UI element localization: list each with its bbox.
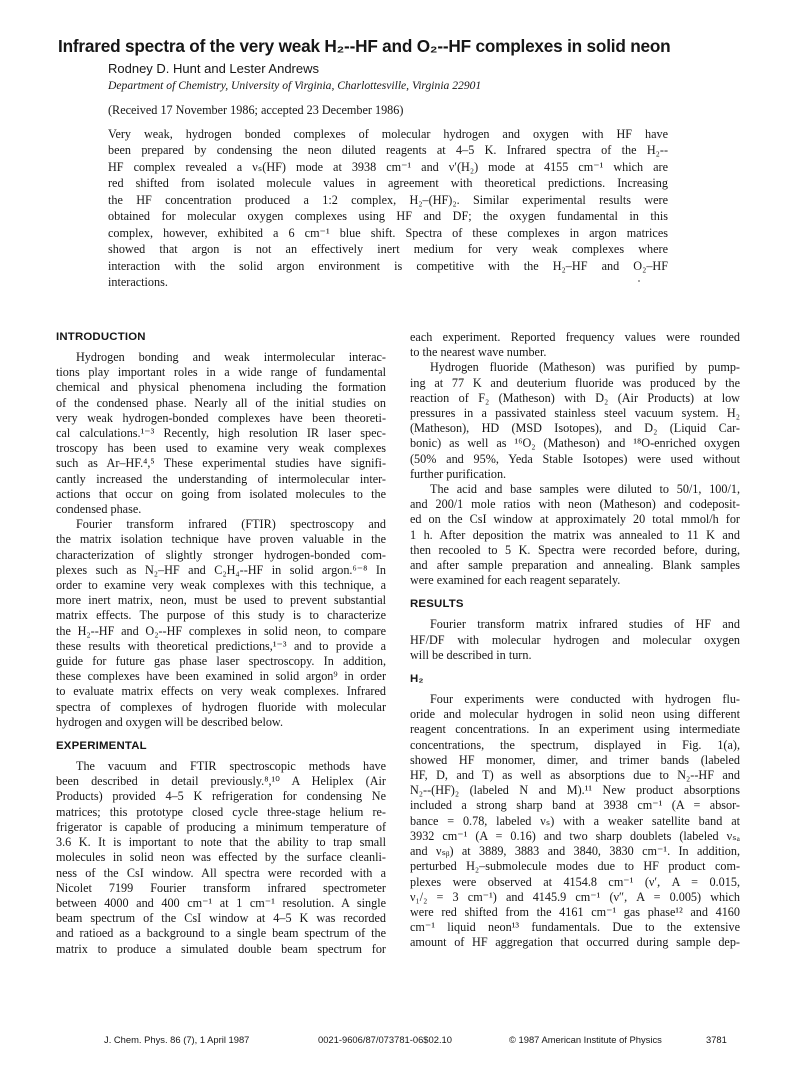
text-line: reaction of F₂ (Matheson) with D₂ (Air Products) at low bbox=[410, 390, 740, 405]
section-heading-introduction: INTRODUCTION bbox=[56, 331, 146, 343]
text-line: bance = 0.78, labeled νₛ) with a weaker satellite band at bbox=[410, 813, 740, 828]
text-line: of the condensed phase. Nearly all of the initial studies on bbox=[56, 395, 386, 410]
text-line: bonic) as well as ¹⁶O₂ (Matheson) and ¹⁸O-enriched oxygen bbox=[410, 436, 740, 451]
text-line: were examined for each reagent separately. bbox=[410, 573, 621, 588]
footer-journal: J. Chem. Phys. 86 (7), 1 April 1987 bbox=[104, 1034, 250, 1045]
text-line: pressures in a passivated stainless steel vacuum system. H₂ bbox=[410, 406, 740, 421]
text-line: troscopy has been used to examine very weak complexes bbox=[56, 441, 386, 456]
text-line: showed HF monomer, dimer, and trimer bands (labeled bbox=[410, 752, 740, 767]
text-line: beam spectrum of the CsI window at 4–5 K was recorded bbox=[56, 911, 386, 926]
text-line: and after sample preparation and annealing. Blank samples bbox=[410, 558, 740, 573]
abstract bbox=[108, 126, 668, 291]
text-line: chemical and physical phenomena including the formation bbox=[56, 380, 386, 395]
experimental-text bbox=[56, 759, 386, 957]
text-line: further purification. bbox=[410, 466, 507, 481]
text-line: matrix effects. The purpose of this study is to characterize bbox=[56, 608, 386, 623]
footer-page-number: 3781 bbox=[706, 1034, 727, 1045]
author-list: Rodney D. Hunt and Lester Andrews bbox=[108, 61, 320, 76]
text-line: order to examine very weak complexes with this technique, a bbox=[56, 578, 386, 593]
text-line: showed that argon is not an effectively inert medium for very weak complexes where bbox=[108, 242, 668, 257]
text-line: condensed phase. bbox=[56, 502, 142, 517]
text-line: ν₁/₂ = 3 cm⁻¹) and 4145.9 cm⁻¹ (ν″, A = 0.005) which bbox=[410, 889, 740, 904]
results-text bbox=[410, 617, 740, 663]
text-line: cal calculations.¹⁻³ Recently, high resolution IR laser spec- bbox=[56, 426, 386, 441]
text-line: concentrations, the spectrum, displayed in Fig. 1(a), bbox=[410, 737, 740, 752]
text-line: then recooled to 5 K. Spectra were recorded before, during, bbox=[410, 542, 740, 557]
text-line: each experiment. Reported frequency values were rounded bbox=[410, 330, 740, 344]
text-line: Hydrogen fluoride (Matheson) was purified by pump- bbox=[430, 360, 740, 375]
text-line: 1 h. After deposition the matrix was annealed to 11 K and bbox=[410, 527, 740, 542]
text-line: the matrix isolation technique have proven valuable in the bbox=[56, 532, 386, 547]
footer-copyright: © 1987 American Institute of Physics bbox=[509, 1034, 662, 1045]
received-dates: (Received 17 November 1986; accepted 23 December 1986) bbox=[108, 103, 404, 117]
text-line: matrix to produce a simulated double beam spectrum for bbox=[56, 941, 386, 956]
text-line: ness of the CsI window. All spectra were recorded with a bbox=[56, 865, 386, 880]
text-line: Hydrogen bonding and weak intermolecular interac- bbox=[76, 350, 386, 364]
text-line: and ratioed as a background to a single beam spectrum of the bbox=[56, 926, 386, 941]
speck-mark bbox=[638, 280, 640, 282]
text-line: cm⁻¹ liquid neon¹³ fundamentals. Due to the extensive bbox=[410, 920, 740, 935]
text-line: to evaluate matrix effects on very weak complexes. Infrared bbox=[56, 684, 386, 699]
text-line: ing at 77 K and deuterium fluoride was produced by the bbox=[410, 375, 740, 390]
text-line: HF, D, and T) as well as absorptions due to N₂--HF and bbox=[410, 768, 740, 783]
text-line: Fourier transform infrared (FTIR) spectroscopy and bbox=[76, 517, 386, 532]
text-line: very weak hydrogen-bonded complexes have been theoreti- bbox=[56, 410, 386, 425]
text-line: (50% and 95%, Yeda Stable Isotopes) were used without bbox=[410, 451, 740, 466]
text-line: and 200/1 mole ratios with neon (Matheson) and codeposit- bbox=[410, 497, 740, 512]
text-line: been prepared by condensing the neon diluted reagents at 4–5 K. Infrared spectra of the H₂-- bbox=[108, 143, 668, 158]
affiliation: Department of Chemistry, University of Virginia, Charlottesville, Virginia 22901 bbox=[108, 79, 482, 92]
text-line: tions play important roles in a wide range of fundamental bbox=[56, 365, 386, 380]
text-line: complex, however, exhibited a 6 cm⁻¹ blue shift. Spectra of these complexes in argon matrices bbox=[108, 225, 668, 240]
text-line: plexes such as N₂–HF and C₂H₄--HF in solid argon.⁶⁻⁸ In bbox=[56, 562, 386, 577]
text-line: Four experiments were conducted with hydrogen flu- bbox=[430, 692, 740, 707]
section-heading-experimental: EXPERIMENTAL bbox=[56, 740, 147, 753]
text-line: molecules in solid neon was effected by the surface cleanli- bbox=[56, 850, 386, 865]
experimental-continued-text bbox=[410, 330, 740, 588]
text-line: HF/DF with molecular hydrogen and molecular oxygen bbox=[410, 632, 740, 647]
text-line: more inert matrix, neon, must be used to prevent substantial bbox=[56, 593, 386, 608]
text-line: red shifted from isolated molecule values in agreement with theoretical predictions. Increasing bbox=[108, 176, 668, 191]
text-line: cantly increased the understanding of intermolecular inter- bbox=[56, 471, 386, 486]
text-line: Products) provided 4–5 K refrigeration for condensing Ne bbox=[56, 789, 386, 804]
subsection-heading-h2: H₂ bbox=[410, 673, 424, 686]
text-line: hydrogen and oxygen will be described below. bbox=[56, 714, 283, 729]
text-line: oride and molecular hydrogen in solid neon using different bbox=[410, 707, 740, 722]
text-line: interaction with the solid argon environment is competitive with the H₂–HF and O₂–HF bbox=[108, 258, 668, 273]
text-line: these complexes have been examined in solid argon⁹ in order bbox=[56, 669, 386, 684]
article-title: Infrared spectra of the very weak H₂--HF and O₂--HF complexes in solid neon bbox=[58, 36, 671, 56]
text-line: such as Ar–HF.⁴,⁵ These experimental studies have signifi- bbox=[56, 456, 386, 471]
text-line: the HF concentration produced a 1:2 complex, H₂–(HF)₂. Similar experimental results were bbox=[108, 192, 668, 207]
text-line: were red shifted from the 4161 cm⁻¹ gas phase¹² and 4160 bbox=[410, 904, 740, 919]
text-line: guide for future gas phase laser spectroscopy. In addition, bbox=[56, 654, 386, 669]
text-line: included a strong sharp band at 3938 cm⁻¹ (A = absor- bbox=[410, 798, 740, 813]
text-line: actions that occur on going from isolated molecules to the bbox=[56, 486, 386, 501]
text-line: amount of HF aggregation that occurred during sample dep- bbox=[410, 935, 740, 950]
h2-results-text bbox=[410, 692, 740, 950]
text-line: frigerator is capable of producing a minimum temperature of bbox=[56, 819, 386, 834]
text-line: and νₛᵦ) at 3889, 3883 and 3840, 3830 cm⁻¹. In addition, bbox=[410, 844, 740, 859]
text-line: 3.6 K. It is important to note that the ability to trap small bbox=[56, 835, 386, 850]
text-line: reagent concentrations. In an experiment using intermediate bbox=[410, 722, 740, 737]
text-line: HF complex revealed a νₛ(HF) mode at 3938 cm⁻¹ and ν′(H₂) mode at 4155 cm⁻¹ which are bbox=[108, 159, 668, 174]
text-line: been described in detail previously.⁸,¹⁰ A Heliplex (Air bbox=[56, 774, 386, 789]
text-line: N₂--(HF)₂ (labeled N and M).¹¹ New product absorptions bbox=[410, 783, 740, 798]
text-line: interactions. bbox=[108, 275, 168, 290]
text-line: Fourier transform matrix infrared studies of HF and bbox=[430, 617, 740, 632]
text-line: The acid and base samples were diluted to 50/1, 100/1, bbox=[430, 482, 740, 497]
text-line: (Matheson), HD (MSD Isotopes), and D₂ (Liquid Car- bbox=[410, 421, 740, 436]
right-column bbox=[410, 330, 740, 951]
introduction-text bbox=[56, 350, 386, 730]
text-line: Very weak, hydrogen bonded complexes of molecular hydrogen and oxygen with HF have bbox=[108, 127, 668, 141]
text-line: spectra of complexes of hydrogen fluoride with molecular bbox=[56, 699, 386, 714]
text-line: to the nearest wave number. bbox=[410, 345, 547, 360]
text-line: the H₂--HF and O₂--HF complexes in solid neon, to compare bbox=[56, 623, 386, 638]
text-line: Nicolet 7199 Fourier transform infrared spectrometer bbox=[56, 880, 386, 895]
text-line: matrices; this prototype closed cycle three-stage helium re- bbox=[56, 804, 386, 819]
text-line: perturbed H₂–submolecule modes due to HF product com- bbox=[410, 859, 740, 874]
footer-code: 0021-9606/87/073781-06$02.10 bbox=[318, 1034, 452, 1045]
text-line: ed on the CsI window at approximately 20 total mmol/h for bbox=[410, 512, 740, 527]
left-column bbox=[56, 330, 386, 957]
text-line: will be described in turn. bbox=[410, 647, 532, 662]
text-line: characterization of slightly stronger hydrogen-bonded com- bbox=[56, 547, 386, 562]
section-heading-results: RESULTS bbox=[410, 598, 464, 611]
text-line: between 4000 and 400 cm⁻¹ at 1 cm⁻¹ resolution. A single bbox=[56, 895, 386, 910]
text-line: 3932 cm⁻¹ (A = 0.16) and two sharp doublets (labeled νₛₐ bbox=[410, 828, 740, 843]
text-line: The vacuum and FTIR spectroscopic methods have bbox=[76, 759, 386, 774]
text-line: plexes were observed at 4154.8 cm⁻¹ (ν′, A = 0.015, bbox=[410, 874, 740, 889]
text-line: obtained for molecular oxygen complexes using HF and DF; the oxygen fundamental in this bbox=[108, 209, 668, 224]
text-line: these results with theoretical predictions,¹⁻³ and to provide a bbox=[56, 638, 386, 653]
